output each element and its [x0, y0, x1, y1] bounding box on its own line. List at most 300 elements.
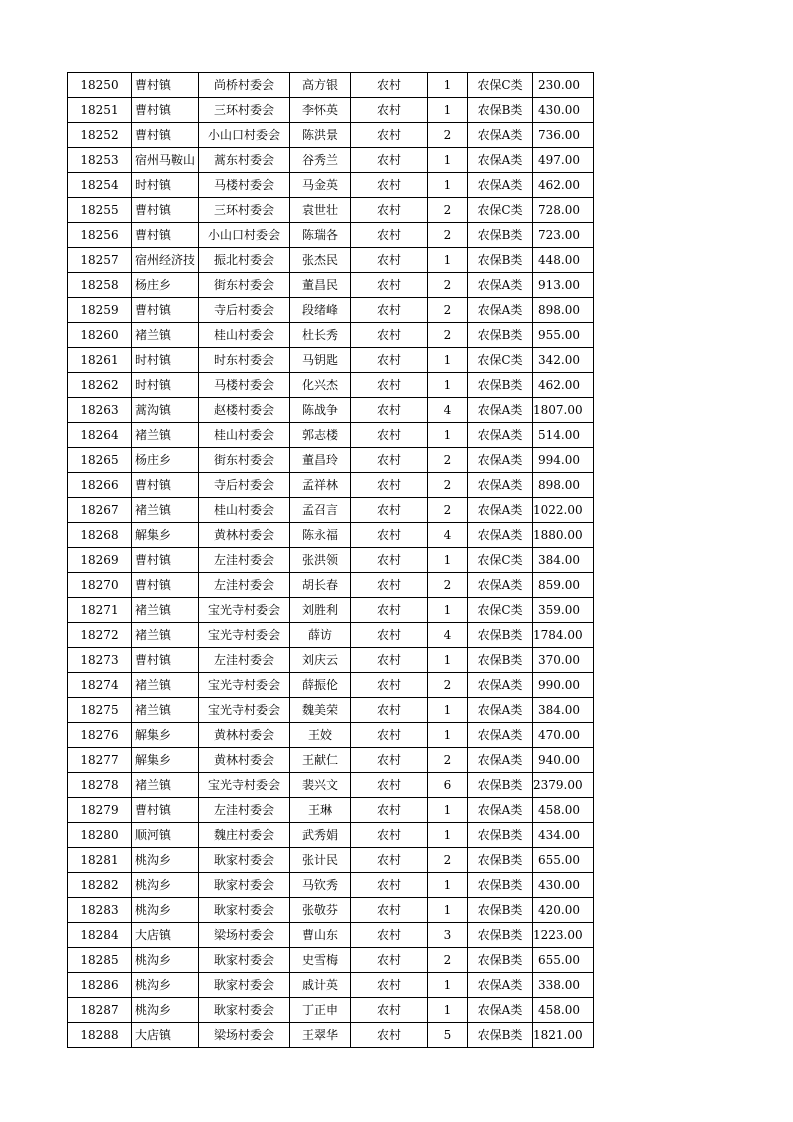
name-cell: 王姣: [290, 723, 351, 748]
record-id-cell: 18265: [68, 448, 132, 473]
insurance-category-cell: 农保B类: [468, 923, 533, 948]
record-id-cell: 18267: [68, 498, 132, 523]
town-cell: 褚兰镇: [132, 773, 199, 798]
record-id-cell: 18268: [68, 523, 132, 548]
town-cell: 褚兰镇: [132, 623, 199, 648]
residence-type-cell: 农村: [351, 848, 428, 873]
village-committee-cell: 蒿东村委会: [199, 148, 290, 173]
table-row: [68, 1023, 594, 1048]
village-committee-cell: 宝光寺村委会: [199, 598, 290, 623]
table-row: [68, 748, 594, 773]
residence-type-cell: 农村: [351, 623, 428, 648]
residence-type-cell: 农村: [351, 923, 428, 948]
residence-type-cell: 农村: [351, 948, 428, 973]
residence-type-cell: 农村: [351, 273, 428, 298]
town-cell: 曹村镇: [132, 648, 199, 673]
residence-type-cell: 农村: [351, 198, 428, 223]
town-cell: 宿州经济技: [132, 248, 199, 273]
town-cell: 桃沟乡: [132, 948, 199, 973]
household-count-cell: 1: [428, 548, 468, 573]
household-count-cell: 2: [428, 573, 468, 598]
insurance-category-cell: 农保B类: [468, 648, 533, 673]
record-id-cell: 18286: [68, 973, 132, 998]
table-row: [68, 73, 594, 98]
record-id-cell: 18270: [68, 573, 132, 598]
insurance-category-cell: 农保B类: [468, 823, 533, 848]
town-cell: 褚兰镇: [132, 423, 199, 448]
residence-type-cell: 农村: [351, 473, 428, 498]
residence-type-cell: 农村: [351, 223, 428, 248]
record-id-cell: 18282: [68, 873, 132, 898]
insurance-category-cell: 农保C类: [468, 548, 533, 573]
table-row: [68, 323, 594, 348]
amount-cell: 458.00: [533, 998, 594, 1023]
name-cell: 袁世壮: [290, 198, 351, 223]
residence-type-cell: 农村: [351, 348, 428, 373]
village-committee-cell: 魏庄村委会: [199, 823, 290, 848]
residence-type-cell: 农村: [351, 423, 428, 448]
household-count-cell: 2: [428, 298, 468, 323]
record-id-cell: 18266: [68, 473, 132, 498]
name-cell: 陈瑞各: [290, 223, 351, 248]
table-row: [68, 698, 594, 723]
table-row: [68, 373, 594, 398]
town-cell: 宿州马鞍山: [132, 148, 199, 173]
amount-cell: 1807.00: [533, 398, 594, 423]
household-count-cell: 1: [428, 73, 468, 98]
record-id-cell: 18257: [68, 248, 132, 273]
amount-cell: 913.00: [533, 273, 594, 298]
town-cell: 曹村镇: [132, 123, 199, 148]
town-cell: 桃沟乡: [132, 998, 199, 1023]
insurance-category-cell: 农保C类: [468, 198, 533, 223]
record-id-cell: 18283: [68, 898, 132, 923]
record-id-cell: 18272: [68, 623, 132, 648]
town-cell: 曹村镇: [132, 298, 199, 323]
town-cell: 桃沟乡: [132, 898, 199, 923]
residence-type-cell: 农村: [351, 373, 428, 398]
residence-type-cell: 农村: [351, 148, 428, 173]
name-cell: 张洪领: [290, 548, 351, 573]
town-cell: 曹村镇: [132, 798, 199, 823]
table-row: [68, 973, 594, 998]
residence-type-cell: 农村: [351, 298, 428, 323]
amount-cell: 1022.00: [533, 498, 594, 523]
household-count-cell: 1: [428, 148, 468, 173]
name-cell: 马金英: [290, 173, 351, 198]
table-row: [68, 773, 594, 798]
record-id-cell: 18254: [68, 173, 132, 198]
household-count-cell: 1: [428, 723, 468, 748]
insurance-category-cell: 农保A类: [468, 398, 533, 423]
record-id-cell: 18259: [68, 298, 132, 323]
name-cell: 陈永福: [290, 523, 351, 548]
name-cell: 郭志楼: [290, 423, 351, 448]
name-cell: 曹山东: [290, 923, 351, 948]
town-cell: 曹村镇: [132, 223, 199, 248]
record-id-cell: 18284: [68, 923, 132, 948]
amount-cell: 955.00: [533, 323, 594, 348]
residence-type-cell: 农村: [351, 598, 428, 623]
village-committee-cell: 耿家村委会: [199, 848, 290, 873]
village-committee-cell: 左洼村委会: [199, 798, 290, 823]
name-cell: 陈洪景: [290, 123, 351, 148]
record-id-cell: 18264: [68, 423, 132, 448]
residence-type-cell: 农村: [351, 73, 428, 98]
name-cell: 孟祥林: [290, 473, 351, 498]
town-cell: 大店镇: [132, 1023, 199, 1048]
town-cell: 时村镇: [132, 373, 199, 398]
record-id-cell: 18280: [68, 823, 132, 848]
village-committee-cell: 振北村委会: [199, 248, 290, 273]
residence-type-cell: 农村: [351, 723, 428, 748]
town-cell: 褚兰镇: [132, 598, 199, 623]
household-count-cell: 2: [428, 673, 468, 698]
village-committee-cell: 三环村委会: [199, 198, 290, 223]
record-id-cell: 18269: [68, 548, 132, 573]
insurance-category-cell: 农保B类: [468, 623, 533, 648]
name-cell: 段绪峰: [290, 298, 351, 323]
village-committee-cell: 街东村委会: [199, 448, 290, 473]
amount-cell: 448.00: [533, 248, 594, 273]
village-committee-cell: 桂山村委会: [199, 323, 290, 348]
table-row: [68, 223, 594, 248]
record-id-cell: 18262: [68, 373, 132, 398]
village-committee-cell: 黄林村委会: [199, 748, 290, 773]
table-row: [68, 548, 594, 573]
insurance-category-cell: 农保B类: [468, 248, 533, 273]
insurance-category-cell: 农保B类: [468, 873, 533, 898]
residence-type-cell: 农村: [351, 748, 428, 773]
table-row: [68, 423, 594, 448]
name-cell: 张杰民: [290, 248, 351, 273]
amount-cell: 434.00: [533, 823, 594, 848]
village-committee-cell: 马楼村委会: [199, 373, 290, 398]
village-committee-cell: 宝光寺村委会: [199, 673, 290, 698]
record-id-cell: 18255: [68, 198, 132, 223]
amount-cell: 728.00: [533, 198, 594, 223]
table-row: [68, 673, 594, 698]
village-committee-cell: 宝光寺村委会: [199, 698, 290, 723]
town-cell: 曹村镇: [132, 548, 199, 573]
residence-type-cell: 农村: [351, 173, 428, 198]
household-count-cell: 1: [428, 873, 468, 898]
name-cell: 化兴杰: [290, 373, 351, 398]
table-row: [68, 623, 594, 648]
amount-cell: 370.00: [533, 648, 594, 673]
table-row: [68, 398, 594, 423]
household-count-cell: 3: [428, 923, 468, 948]
village-committee-cell: 耿家村委会: [199, 948, 290, 973]
insurance-category-cell: 农保A类: [468, 698, 533, 723]
name-cell: 戚计英: [290, 973, 351, 998]
residence-type-cell: 农村: [351, 973, 428, 998]
town-cell: 大店镇: [132, 923, 199, 948]
insurance-category-cell: 农保A类: [468, 298, 533, 323]
insurance-category-cell: 农保B类: [468, 898, 533, 923]
table-row: [68, 448, 594, 473]
table-row: [68, 998, 594, 1023]
amount-cell: 497.00: [533, 148, 594, 173]
village-committee-cell: 耿家村委会: [199, 973, 290, 998]
residence-type-cell: 农村: [351, 498, 428, 523]
amount-cell: 458.00: [533, 798, 594, 823]
insurance-category-cell: 农保A类: [468, 998, 533, 1023]
household-count-cell: 2: [428, 748, 468, 773]
amount-cell: 430.00: [533, 873, 594, 898]
insurance-category-cell: 农保B类: [468, 1023, 533, 1048]
insurance-category-cell: 农保B类: [468, 773, 533, 798]
household-count-cell: 5: [428, 1023, 468, 1048]
town-cell: 曹村镇: [132, 98, 199, 123]
residence-type-cell: 农村: [351, 798, 428, 823]
record-id-cell: 18252: [68, 123, 132, 148]
town-cell: 解集乡: [132, 748, 199, 773]
table-row: [68, 473, 594, 498]
record-id-cell: 18281: [68, 848, 132, 873]
village-committee-cell: 宝光寺村委会: [199, 623, 290, 648]
amount-cell: 230.00: [533, 73, 594, 98]
insurance-category-cell: 农保B类: [468, 373, 533, 398]
record-id-cell: 18274: [68, 673, 132, 698]
household-count-cell: 4: [428, 523, 468, 548]
name-cell: 张计民: [290, 848, 351, 873]
name-cell: 王翠华: [290, 1023, 351, 1048]
insurance-category-cell: 农保A类: [468, 673, 533, 698]
insurance-category-cell: 农保A类: [468, 723, 533, 748]
town-cell: 时村镇: [132, 173, 199, 198]
name-cell: 裴兴文: [290, 773, 351, 798]
table-row: [68, 523, 594, 548]
record-id-cell: 18287: [68, 998, 132, 1023]
table-row: [68, 148, 594, 173]
record-id-cell: 18275: [68, 698, 132, 723]
table-row: [68, 848, 594, 873]
table-row: [68, 498, 594, 523]
household-count-cell: 2: [428, 498, 468, 523]
table-row: [68, 98, 594, 123]
insurance-category-cell: 农保A类: [468, 573, 533, 598]
town-cell: 褚兰镇: [132, 323, 199, 348]
amount-cell: 723.00: [533, 223, 594, 248]
insurance-category-cell: 农保A类: [468, 473, 533, 498]
insurance-category-cell: 农保C类: [468, 348, 533, 373]
amount-cell: 462.00: [533, 173, 594, 198]
residence-type-cell: 农村: [351, 573, 428, 598]
amount-cell: 898.00: [533, 298, 594, 323]
amount-cell: 994.00: [533, 448, 594, 473]
household-count-cell: 1: [428, 798, 468, 823]
table-row: [68, 648, 594, 673]
town-cell: 蒿沟镇: [132, 398, 199, 423]
amount-cell: 1880.00: [533, 523, 594, 548]
amount-cell: 342.00: [533, 348, 594, 373]
name-cell: 谷秀兰: [290, 148, 351, 173]
insurance-category-cell: 农保A类: [468, 148, 533, 173]
amount-cell: 655.00: [533, 848, 594, 873]
table-row: [68, 873, 594, 898]
household-count-cell: 1: [428, 98, 468, 123]
table-row: [68, 823, 594, 848]
insurance-category-cell: 农保A类: [468, 973, 533, 998]
name-cell: 魏美荣: [290, 698, 351, 723]
village-committee-cell: 左洼村委会: [199, 548, 290, 573]
household-count-cell: 2: [428, 323, 468, 348]
amount-cell: 940.00: [533, 748, 594, 773]
insurance-category-cell: 农保B类: [468, 948, 533, 973]
insurance-category-cell: 农保A类: [468, 498, 533, 523]
residence-type-cell: 农村: [351, 773, 428, 798]
name-cell: 张敬芬: [290, 898, 351, 923]
village-committee-cell: 耿家村委会: [199, 998, 290, 1023]
name-cell: 薛访: [290, 623, 351, 648]
table-row: [68, 298, 594, 323]
village-committee-cell: 马楼村委会: [199, 173, 290, 198]
table-row: [68, 248, 594, 273]
residence-type-cell: 农村: [351, 698, 428, 723]
residence-type-cell: 农村: [351, 898, 428, 923]
village-committee-cell: 黄林村委会: [199, 723, 290, 748]
amount-cell: 859.00: [533, 573, 594, 598]
insurance-category-cell: 农保A类: [468, 123, 533, 148]
village-committee-cell: 寺后村委会: [199, 298, 290, 323]
record-id-cell: 18251: [68, 98, 132, 123]
amount-cell: 1821.00: [533, 1023, 594, 1048]
town-cell: 桃沟乡: [132, 973, 199, 998]
village-committee-cell: 街东村委会: [199, 273, 290, 298]
village-committee-cell: 黄林村委会: [199, 523, 290, 548]
town-cell: 曹村镇: [132, 473, 199, 498]
town-cell: 顺河镇: [132, 823, 199, 848]
town-cell: 曹村镇: [132, 573, 199, 598]
table-row: [68, 948, 594, 973]
record-id-cell: 18285: [68, 948, 132, 973]
amount-cell: 990.00: [533, 673, 594, 698]
amount-cell: 359.00: [533, 598, 594, 623]
household-count-cell: 1: [428, 648, 468, 673]
table-row: [68, 723, 594, 748]
table-row: [68, 898, 594, 923]
town-cell: 桃沟乡: [132, 848, 199, 873]
name-cell: 董昌民: [290, 273, 351, 298]
name-cell: 李怀英: [290, 98, 351, 123]
village-committee-cell: 桂山村委会: [199, 498, 290, 523]
record-id-cell: 18277: [68, 748, 132, 773]
residence-type-cell: 农村: [351, 523, 428, 548]
residence-type-cell: 农村: [351, 98, 428, 123]
name-cell: 杜长秀: [290, 323, 351, 348]
insurance-category-cell: 农保B类: [468, 323, 533, 348]
town-cell: 杨庄乡: [132, 273, 199, 298]
record-id-cell: 18253: [68, 148, 132, 173]
residence-type-cell: 农村: [351, 398, 428, 423]
table-row: [68, 573, 594, 598]
insurance-category-cell: 农保A类: [468, 448, 533, 473]
amount-cell: 736.00: [533, 123, 594, 148]
household-count-cell: 1: [428, 423, 468, 448]
village-committee-cell: 三环村委会: [199, 98, 290, 123]
insurance-category-cell: 农保A类: [468, 798, 533, 823]
insurance-category-cell: 农保A类: [468, 173, 533, 198]
residence-type-cell: 农村: [351, 873, 428, 898]
insurance-category-cell: 农保B类: [468, 98, 533, 123]
residence-type-cell: 农村: [351, 548, 428, 573]
household-count-cell: 1: [428, 373, 468, 398]
amount-cell: 384.00: [533, 698, 594, 723]
town-cell: 褚兰镇: [132, 673, 199, 698]
household-count-cell: 1: [428, 698, 468, 723]
town-cell: 时村镇: [132, 348, 199, 373]
town-cell: 解集乡: [132, 723, 199, 748]
residence-type-cell: 农村: [351, 248, 428, 273]
amount-cell: 462.00: [533, 373, 594, 398]
name-cell: 王琳: [290, 798, 351, 823]
town-cell: 褚兰镇: [132, 698, 199, 723]
village-committee-cell: 左洼村委会: [199, 573, 290, 598]
table-row: [68, 273, 594, 298]
name-cell: 王献仁: [290, 748, 351, 773]
household-count-cell: 1: [428, 898, 468, 923]
name-cell: 胡长春: [290, 573, 351, 598]
table-row: [68, 598, 594, 623]
amount-cell: 430.00: [533, 98, 594, 123]
insurance-category-cell: 农保A类: [468, 523, 533, 548]
record-id-cell: 18288: [68, 1023, 132, 1048]
name-cell: 武秀娟: [290, 823, 351, 848]
table-row: [68, 123, 594, 148]
household-count-cell: 6: [428, 773, 468, 798]
household-count-cell: 1: [428, 598, 468, 623]
name-cell: 薛振伦: [290, 673, 351, 698]
record-id-cell: 18279: [68, 798, 132, 823]
household-count-cell: 1: [428, 248, 468, 273]
table-row: [68, 798, 594, 823]
residence-type-cell: 农村: [351, 823, 428, 848]
household-count-cell: 2: [428, 198, 468, 223]
amount-cell: 338.00: [533, 973, 594, 998]
household-count-cell: 4: [428, 623, 468, 648]
village-committee-cell: 梁场村委会: [199, 1023, 290, 1048]
data-table: [67, 72, 594, 1048]
town-cell: 桃沟乡: [132, 873, 199, 898]
name-cell: 高方银: [290, 73, 351, 98]
amount-cell: 1223.00: [533, 923, 594, 948]
table-row: [68, 198, 594, 223]
residence-type-cell: 农村: [351, 448, 428, 473]
insurance-category-cell: 农保A类: [468, 273, 533, 298]
residence-type-cell: 农村: [351, 123, 428, 148]
village-committee-cell: 时东村委会: [199, 348, 290, 373]
residence-type-cell: 农村: [351, 998, 428, 1023]
village-committee-cell: 耿家村委会: [199, 873, 290, 898]
household-count-cell: 1: [428, 173, 468, 198]
village-committee-cell: 赵楼村委会: [199, 398, 290, 423]
amount-cell: 420.00: [533, 898, 594, 923]
residence-type-cell: 农村: [351, 323, 428, 348]
insurance-category-cell: 农保C类: [468, 598, 533, 623]
amount-cell: 514.00: [533, 423, 594, 448]
record-id-cell: 18276: [68, 723, 132, 748]
name-cell: 董昌玲: [290, 448, 351, 473]
town-cell: 曹村镇: [132, 73, 199, 98]
village-committee-cell: 梁场村委会: [199, 923, 290, 948]
amount-cell: 655.00: [533, 948, 594, 973]
name-cell: 马钥匙: [290, 348, 351, 373]
insurance-category-cell: 农保B类: [468, 848, 533, 873]
household-count-cell: 2: [428, 448, 468, 473]
household-count-cell: 2: [428, 848, 468, 873]
household-count-cell: 2: [428, 223, 468, 248]
